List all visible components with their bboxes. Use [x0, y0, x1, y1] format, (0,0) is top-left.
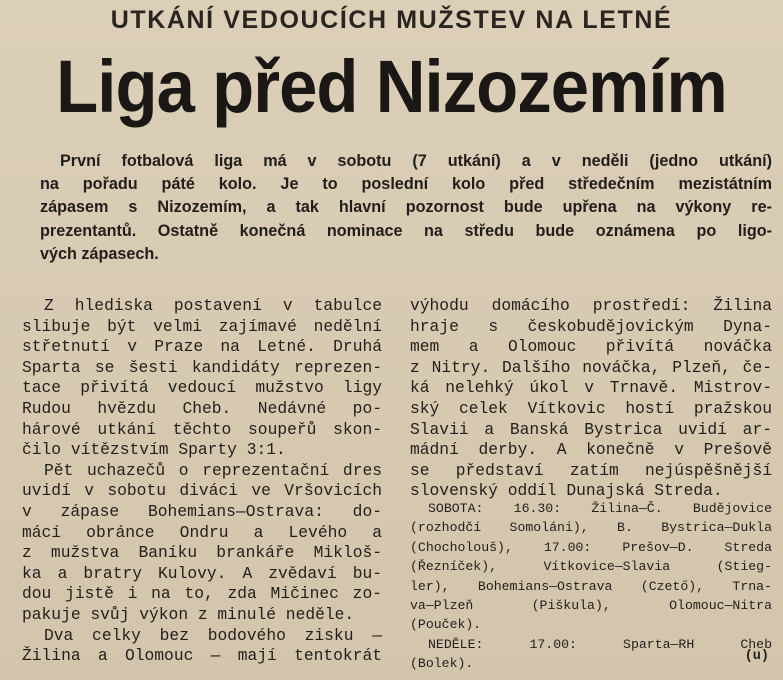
lead-line: na pořadu páté kolo. Je to poslední kolo před středečním mezistátním: [40, 175, 772, 194]
headline: Liga před Nizozemím: [56, 45, 727, 128]
schedule-line: (Pouček).: [410, 617, 482, 633]
lead-line: vých zápasech.: [40, 244, 159, 263]
schedule-line: ler), Bohemians—Ostrava (Czető), Trna-: [410, 578, 772, 594]
kicker: UTKÁNÍ VEDOUCÍCH MUŽSTEV NA LETNÉ: [110, 6, 673, 34]
body-line: výhodu domácího prostředí: Žilina: [410, 296, 772, 315]
lead-line: zápasem s Nizozemím, a tak hlavní pozornost bude upřena na výkony re-: [40, 198, 772, 217]
body-line: Pět uchazečů o reprezentační dres: [44, 460, 382, 480]
body-line: ká nelehký úkol v Trnavě. Mistrov-: [410, 378, 772, 398]
body-line: ský celek Vítkovic hostí pražskou: [410, 398, 772, 418]
schedule-line: (Řezníček), Vítkovice—Slavia (Stieg-: [410, 559, 772, 575]
body-line: uvidí v sobotu diváci ve Vršovicích: [22, 481, 382, 501]
body-line: mem a Olomouc přivítá nováčka: [410, 337, 772, 357]
body-line: hraje s českobudějovickým Dyna-: [410, 316, 772, 336]
body-line: slovenský oddíl Dunajská Streda.: [410, 481, 723, 501]
body-line: mácí obránce Ondru a Levého a: [22, 522, 382, 542]
left-column: [22, 296, 382, 667]
lead-line: prezentantů. Ostatně konečná nominace na středu bude oznámena po ligo-: [40, 221, 772, 240]
body-line: ka a bratry Kulovy. A zvědaví bu-: [22, 563, 382, 583]
body-line: čilo vítězstvím Sparty 3:1.: [22, 440, 286, 460]
author-signature: (u): [744, 649, 769, 664]
body-line: pakuje svůj výkon z minulé neděle.: [22, 604, 355, 624]
schedule-line: SOBOTA: 16.30: Žilina—Č. Budějovice: [428, 501, 772, 516]
body-line: Slavii a Banská Bystrica uvidí ar-: [410, 419, 772, 439]
body-line: Dva celky bez bodového zisku —: [44, 625, 382, 645]
body-line: Žilina a Olomouc — mají tentokrát: [22, 646, 382, 666]
body-line: dou jistě i na to, zda Mičinec zo-: [22, 584, 382, 604]
schedule-line: NEDĚLE: 17.00: Sparta—RH Cheb: [428, 636, 772, 652]
lead-line: První fotbalová liga má v sobotu (7 utkání) a v neděli (jedno utkání): [60, 152, 772, 170]
body-line: slibuje být velmi zajímavé nedělní: [22, 316, 382, 336]
body-line: Z hlediska postavení v tabulce: [44, 296, 382, 315]
schedule-line: (Chocholouš), 17.00: Prešov—D. Streda: [410, 539, 772, 555]
body-line: střetnutí v Praze na Letné. Druhá: [22, 337, 382, 357]
body-line: se představí zatím nejúspěšnější: [410, 460, 772, 480]
body-line: z mužstva Baníku brankáře Mikloš-: [22, 543, 382, 563]
schedule-line: (Bolek).: [410, 656, 474, 672]
schedule-line: va—Plzeň (Piškula), Olomouc—Nitra: [410, 598, 772, 614]
match-schedule: [410, 499, 772, 674]
body-line: mádní derby. A konečně v Prešově: [410, 440, 772, 460]
body-line: tace přivítá vedoucí mužstvo ligy: [22, 378, 382, 398]
lead-paragraph: [40, 150, 772, 266]
body-line: hárové utkání těchto soupeřů skon-: [22, 419, 382, 439]
right-column: [410, 296, 772, 502]
schedule-line: (rozhodčí Somoláni), B. Bystrica—Dukla: [410, 520, 772, 536]
body-line: Rudou hvězdu Cheb. Nedávné po-: [22, 398, 382, 418]
body-line: z Nitry. Dalšího nováčka, Plzeň, če-: [410, 357, 772, 377]
body-line: Sparta se šesti kandidáty reprezen-: [22, 357, 382, 377]
body-line: v zápase Bohemians—Ostrava: do-: [22, 501, 382, 521]
